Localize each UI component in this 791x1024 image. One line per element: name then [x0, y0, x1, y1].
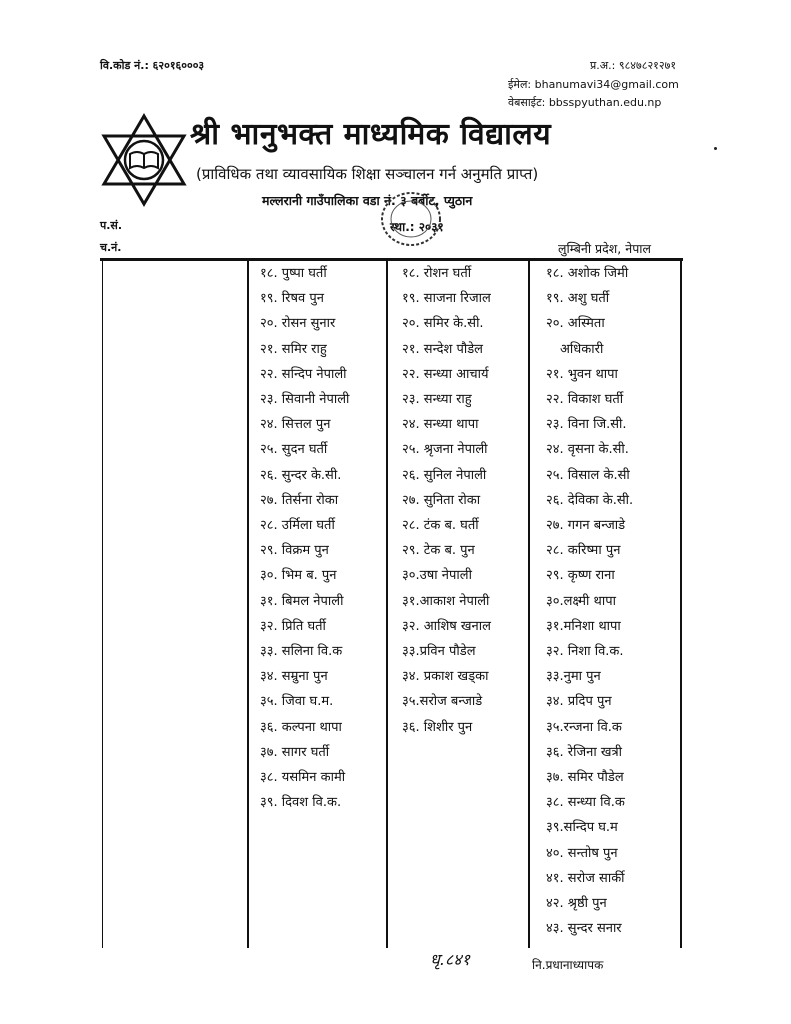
- table-right-border: [680, 261, 682, 948]
- list-item: ३३.प्रविन पौडेल: [402, 644, 476, 659]
- list-item: ३२. आशिष खनाल: [402, 618, 491, 634]
- list-item: ३२. निशा वि.क.: [546, 644, 624, 659]
- list-item: २८. टंक ब. घर्ती: [402, 518, 479, 533]
- list-item: २७. सुनिता रोका: [402, 492, 481, 508]
- school-address: मल्लरानी गाउँपालिका वडा नं. ३ बर्बोट, प्युठान: [262, 193, 473, 208]
- school-logo: [96, 112, 192, 208]
- signature: धृ.८४१: [430, 950, 470, 969]
- list-item: २९. टेक ब. पुन: [402, 543, 475, 559]
- list-item: १८. रोशन घर्ती: [402, 266, 472, 281]
- list-item: २२. विकाश घर्ती: [546, 392, 624, 407]
- list-item: १८. पुष्पा घर्ती: [260, 266, 327, 281]
- list-item: २४. सन्ध्या थापा: [402, 417, 479, 433]
- list-item: २१. सन्देश पौडेल: [402, 341, 483, 357]
- list-item: ३४. प्रकाश खड्का: [402, 669, 489, 685]
- list-item: ३७. सागर घर्ती: [260, 744, 330, 760]
- list-item: २४. सित्तल पुन: [260, 417, 331, 433]
- list-item: ३६. कल्पना थापा: [260, 719, 342, 735]
- dispatch-no-label: च.नं.: [100, 241, 122, 254]
- list-item: १८. अशोक जिमी: [546, 266, 629, 281]
- column-divider-1: [247, 261, 249, 948]
- list-item: २१. भुवन थापा: [546, 366, 618, 382]
- list-item: ३०.लक्ष्मी थापा: [546, 593, 616, 609]
- list-item: ३५. जिवा घ.म.: [260, 694, 334, 710]
- list-item: २८. करिष्मा पुन: [546, 543, 621, 559]
- list-item: २६. सुन्दर के.सी.: [260, 467, 342, 483]
- list-item: २०. रोसन सुनार: [260, 316, 336, 332]
- column-divider-2: [386, 261, 388, 948]
- list-item: २५. विसाल के.सी: [546, 467, 630, 483]
- list-item: ३१. बिमल नेपाली: [260, 593, 344, 609]
- list-item: ४१. सरोज सार्की: [546, 870, 625, 886]
- list-item: २२. सन्ध्या आचार्य: [402, 366, 489, 382]
- list-item: २३. विना जि.सी.: [546, 417, 627, 433]
- list-item: ४२. श्रृष्ठी पुन: [546, 896, 607, 911]
- list-item: १९. रिषव पुन: [260, 291, 324, 307]
- list-item: ३८. यसमिन कामी: [260, 770, 346, 785]
- round-seal: [380, 190, 442, 248]
- list-item: २०. समिर के.सी.: [402, 316, 484, 332]
- website: वेबसाईट: bbsspyuthan.edu.np: [508, 96, 662, 109]
- list-item: २३. सन्ध्या राहु: [402, 392, 472, 407]
- list-item: ३९. दिवश वि.क.: [260, 795, 342, 811]
- speck: [714, 147, 717, 150]
- list-item: २९. विक्रम पुन: [260, 543, 329, 559]
- list-item: ४३. सुन्दर सनार: [546, 921, 622, 937]
- list-item: ३०.उषा नेपाली: [402, 568, 472, 584]
- list-item: ३६. रेजिना खत्री: [546, 744, 623, 760]
- list-item: २३. सिवानी नेपाली: [260, 392, 350, 407]
- list-item: २५. सुदन घर्ती: [260, 442, 328, 458]
- list-item: २७. तिर्सना रोका: [260, 492, 339, 508]
- list-item: २७. गगन बन्जाडे: [546, 518, 626, 533]
- pan-number: प्र.अ.: ९८४७८२१२७१: [590, 59, 677, 72]
- school-code: वि.कोड नं.: ६२०१६०००३: [100, 59, 205, 72]
- list-item: २९. कृष्ण राना: [546, 568, 615, 584]
- school-subtitle: (प्राविधिक तथा व्यावसायिक शिक्षा सञ्चालन गर्न अनुमति प्राप्त): [196, 165, 539, 183]
- list-item: ३४. सम्रुना पुन: [260, 669, 328, 685]
- list-item: ३४. प्रदिप पुन: [546, 694, 612, 710]
- list-item: ३१.आकाश नेपाली: [402, 593, 490, 609]
- list-item: ३९.सन्दिप घ.म: [546, 820, 618, 836]
- list-item: २१. समिर राहु: [260, 341, 327, 357]
- list-item: ३७. समिर पौडेल: [546, 770, 624, 785]
- ref-no-label: प.सं.: [100, 219, 123, 232]
- list-item: २८. उर्मिला घर्ती: [260, 518, 335, 533]
- province: लुम्बिनी प्रदेश, नेपाल: [558, 241, 652, 256]
- list-item: २६. देविका के.सी.: [546, 492, 634, 508]
- list-item: २२. सन्दिप नेपाली: [260, 366, 347, 382]
- list-item: ३१.मनिशा थापा: [546, 618, 621, 634]
- list-item: ४०. सन्तोष पुन: [546, 845, 618, 861]
- list-item: ३५.रन्जना वि.क: [546, 719, 622, 735]
- list-item: ३३. सलिना वि.क: [260, 644, 343, 659]
- list-item: ३२. प्रिति घर्ती: [260, 618, 326, 634]
- list-item: ३८. सन्ध्या वि.क: [546, 795, 625, 811]
- established-year: स्था.: २०३१: [390, 220, 444, 234]
- principal-stamp: नि.प्रधानाध्यापक: [532, 958, 604, 972]
- list-item: २०. अस्मिता: [546, 316, 605, 332]
- list-item: १९. अशु घर्ती: [546, 291, 610, 307]
- column-divider-3: [528, 261, 530, 948]
- list-item: ३५.सरोज बन्जाडे: [402, 694, 483, 710]
- list-item: अधिकारी: [560, 341, 604, 357]
- list-item: २५. श्रृजना नेपाली: [402, 442, 488, 458]
- school-name: श्री भानुभक्त माध्यमिक विद्यालय: [190, 117, 552, 152]
- list-item: ३६. शिशीर पुन: [402, 719, 473, 735]
- list-item: २४. वृसना के.सी.: [546, 442, 629, 458]
- table-top-rule: [100, 258, 683, 261]
- list-item: १९. साजना रिजाल: [402, 291, 491, 307]
- email: ईमेल: bhanumavi34@gmail.com: [508, 78, 679, 91]
- list-item: २६. सुनिल नेपाली: [402, 467, 487, 483]
- table-left-border: [102, 261, 103, 948]
- list-item: ३३.नुमा पुन: [546, 669, 601, 685]
- list-item: ३०. भिम ब. पुन: [260, 568, 337, 584]
